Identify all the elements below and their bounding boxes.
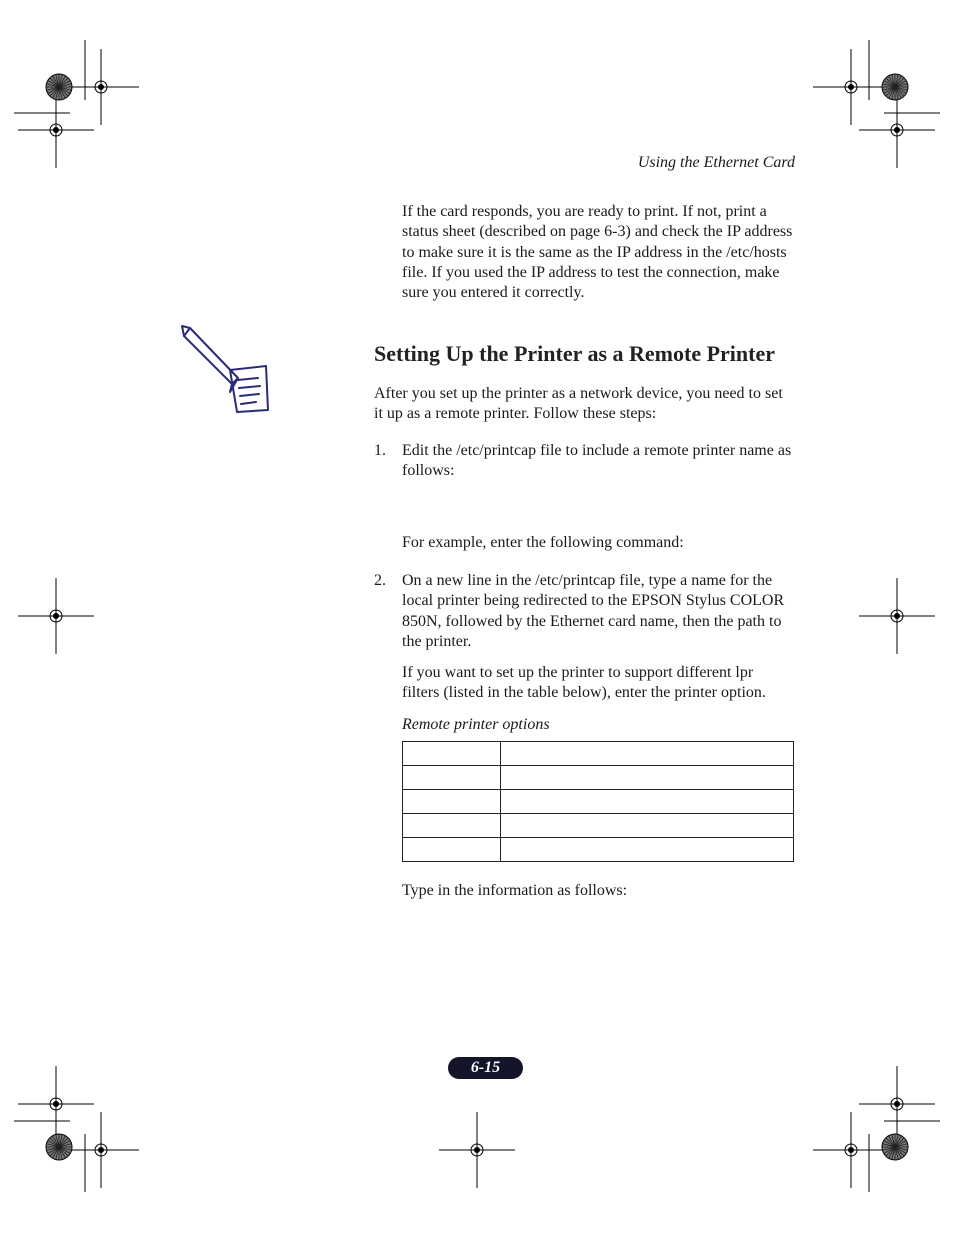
step-1-example: For example, enter the following command: <box>402 534 684 551</box>
crosshair-registration-mark <box>18 92 94 168</box>
crosshair-registration-mark <box>813 1112 889 1188</box>
crosshair-registration-mark <box>63 49 139 125</box>
step-1-text: Edit the /etc/printcap file to include a remote printer name as follows: <box>402 442 792 480</box>
crosshair-registration-mark <box>439 1112 515 1188</box>
step-2-text: On a new line in the /etc/printcap file, type a name for the local printer being redirected to the EPSON Stylus COLOR 850N, followed by the Ethernet card name, then the path to the printer. <box>402 572 785 650</box>
table-caption: Remote printer options <box>402 716 550 733</box>
section-heading: Setting Up the Printer as a Remote Printer <box>374 341 775 366</box>
crosshair-registration-mark <box>18 1066 94 1142</box>
step-2-followup: If you want to set up the printer to support different lpr filters (listed in the table below), enter the printer option. <box>402 664 766 702</box>
lead-paragraph: After you set up the printer as a network device, you need to set it up as a remote printer. Follow these steps: <box>374 385 783 423</box>
starburst-target-mark <box>46 74 72 100</box>
crosshair-registration-mark <box>859 578 935 654</box>
crosshair-registration-mark <box>813 49 889 125</box>
step-2-number: 2. <box>374 572 386 589</box>
crosshair-registration-mark <box>63 1112 139 1188</box>
closing-paragraph: Type in the information as follows: <box>402 882 628 899</box>
crosshair-registration-mark <box>18 578 94 654</box>
crosshair-registration-mark <box>859 92 935 168</box>
starburst-target-mark <box>882 74 908 100</box>
step-1-number: 1. <box>374 442 386 459</box>
intro-paragraph: If the card responds, you are ready to print. If not, print a status sheet (described on page 6-3) and check the IP address to make sure it is the same as the IP address in the /etc/hosts file. If you used the IP address to test the connection, make sure you entered it correctly. <box>402 203 793 302</box>
starburst-target-mark <box>46 1134 72 1160</box>
running-header: Using the Ethernet Card <box>637 154 795 171</box>
starburst-target-mark <box>882 1134 908 1160</box>
crosshair-registration-mark <box>859 1066 935 1142</box>
page-number-badge: 6-15 <box>448 1057 523 1079</box>
